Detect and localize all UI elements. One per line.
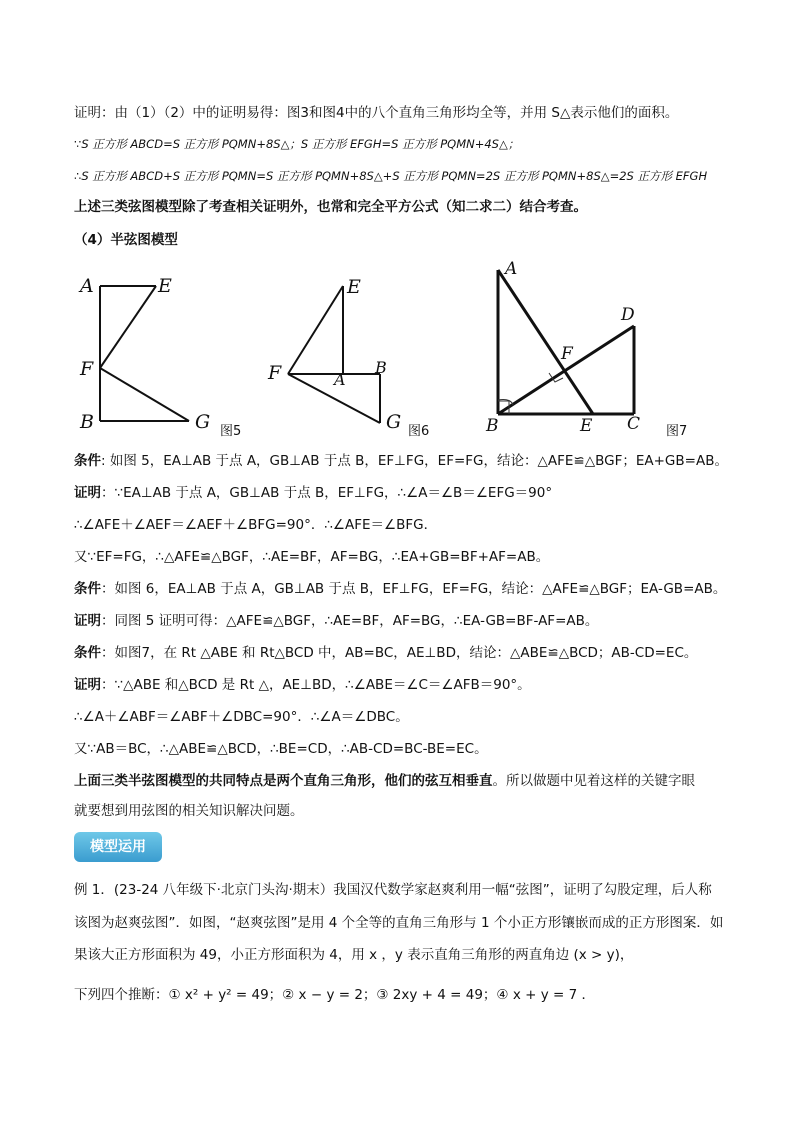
proof-fig7-line3: 又∵AB＝BC，∴△ABE≌△BCD，∴BE=CD，∴AB-CD=BC-BE=EC。: [74, 741, 488, 757]
fig5-point-E: E: [158, 275, 172, 297]
condition-text: : 如图 5，EA⊥AB 于点 A，GB⊥AB 于点 B，EF⊥FG，EF=FG，结论：△AFE≌△BGF；EA+GB=AB。: [101, 453, 728, 469]
summary-paragraph-line2: 就要想到用弦图的相关知识解决问题。: [74, 803, 304, 819]
proof-text: ：∵EA⊥AB 于点 A，GB⊥AB 于点 B，EF⊥FG，∴∠A＝∠B＝∠EFG＝90°: [101, 485, 553, 501]
summary-rest: 。所以做题中见着这样的关键字眼: [492, 773, 695, 789]
proof-fig5-line3: 又∵EF=FG，∴△AFE≌△BGF，∴AE=BF，AF=BG，∴EA+GB=BF+AF=AB。: [74, 549, 550, 565]
fig6-point-E: E: [347, 276, 361, 298]
example-line-1: 例 1．(23-24 八年级下·北京门头沟·期末）我国汉代数学家赵爽利用一幅“弦图”，证明了勾股定理，后人称: [74, 882, 712, 898]
condition-label: 条件: [74, 645, 101, 661]
condition-fig7: [74, 643, 697, 663]
figure-7: [485, 258, 655, 428]
fig7-point-B: B: [486, 416, 499, 436]
fig6-point-F: F: [268, 362, 282, 384]
model-application-badge: 模型运用: [74, 832, 162, 862]
proof-text: ：同图 5 证明可得：△AFE≌△BGF，∴AE=BF，AF=BG，∴EA-GB=BF-AF=AB。: [101, 613, 599, 629]
fig5-point-G: G: [195, 411, 211, 433]
condition-text: ：如图7，在 Rt △ABE 和 Rt△BCD 中，AB=BC，AE⊥BD，结论：△ABE≌△BCD；AB-CD=EC。: [101, 645, 698, 661]
condition-text: ：如图 6，EA⊥AB 于点 A，GB⊥AB 于点 B，EF⊥FG，EF=FG，结论：△AFE≌△BGF；EA-GB=AB。: [101, 581, 727, 597]
summary-paragraph: [74, 771, 695, 791]
fig7-point-D: D: [621, 305, 635, 325]
example-line-4: 下列四个推断：① x² + y² = 49；② x − y = 2；③ 2xy + 4 = 49；④ x + y = 7 ．: [74, 987, 595, 1003]
condition-label: 条件: [74, 581, 101, 597]
proof-fig5-line2: ∴∠AFE＋∠AEF＝∠AEF＋∠BFG=90°．∴∠AFE＝∠BFG．: [74, 517, 438, 533]
fig7-point-A: A: [505, 259, 518, 279]
fig6-caption: 图6: [408, 424, 430, 439]
example-line-2: 该图为赵爽弦图”．如图，“赵爽弦图”是用 4 个全等的直角三角形与 1 个小正方形镶嵌而成的正方形图案．如: [74, 915, 724, 931]
proof-fig6: [74, 611, 598, 631]
proof-line-1: 证明：由（1）（2）中的证明易得：图3和图4中的八个直角三角形均全等，并用 S△表示他们的面积。: [74, 105, 679, 121]
summary-bold: 上面三类半弦图模型的共同特点是两个直角三角形，他们的弦互相垂直: [74, 773, 493, 789]
example-line-3: 果该大正方形面积为 49，小正方形面积为 4，用 x ，y 表示直角三角形的两直角边 (x > y)，: [74, 947, 634, 963]
summary-line: 上述三类弦图模型除了考查相关证明外，也常和完全平方公式（知二求二）结合考查。: [74, 199, 587, 215]
proof-label: 证明: [74, 677, 101, 693]
condition-label: 条件: [74, 453, 101, 469]
condition-fig6: [74, 579, 726, 599]
fig6-point-B: B: [375, 358, 387, 377]
fig5-point-A: A: [80, 275, 94, 297]
proof-fig7: [74, 675, 531, 695]
fig5-caption: 图5: [220, 424, 242, 439]
fig5-point-B: B: [80, 411, 94, 433]
equation-line-3: ∴S 正方形 ABCD+S 正方形 PQMN=S 正方形 PQMN+8S△+S 正方形 PQMN=2S 正方形 PQMN+8S△=2S 正方形 EFGH: [74, 169, 708, 183]
fig6-point-G: G: [386, 411, 402, 433]
fig5-point-F: F: [80, 358, 94, 380]
fig7-point-F: F: [561, 344, 573, 364]
proof-fig7-line2: ∴∠A＋∠ABF＝∠ABF＋∠DBC=90°．∴∠A＝∠DBC。: [74, 709, 409, 725]
fig6-point-A: A: [334, 370, 346, 389]
fig7-caption: 图7: [666, 424, 688, 439]
proof-label: 证明: [74, 485, 101, 501]
proof-text: ：∵△ABE 和△BCD 是 Rt △，AE⊥BD，∴∠ABE＝∠C＝∠AFB＝90°。: [101, 677, 531, 693]
fig7-point-E: E: [580, 416, 593, 436]
condition-fig5: [74, 451, 728, 471]
section-heading: （4）半弦图模型: [74, 232, 178, 248]
equation-line-2: ∵S 正方形 ABCD=S 正方形 PQMN+8S△；S 正方形 EFGH=S 正方形 PQMN+4S△；: [74, 137, 520, 151]
fig7-point-C: C: [627, 414, 641, 434]
proof-label: 证明: [74, 613, 101, 629]
proof-fig5: [74, 483, 552, 503]
